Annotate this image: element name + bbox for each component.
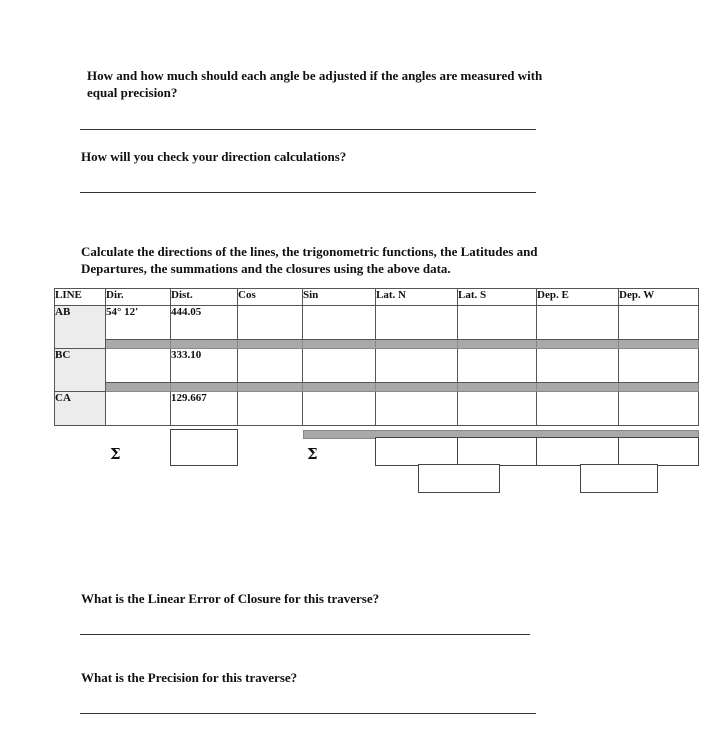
dep-w-cell-ca[interactable]	[619, 392, 699, 426]
separator-cell	[376, 383, 458, 392]
line-name-ca: CA	[55, 392, 106, 426]
header-cos: Cos	[238, 289, 303, 306]
dist-cell-ab: 444.05	[171, 306, 238, 340]
header-lat-s: Lat. S	[458, 289, 537, 306]
header-dir: Dir.	[106, 289, 171, 306]
dir-cell-ab[interactable]: 54° 12'	[106, 306, 171, 340]
separator-cell	[458, 340, 537, 349]
lat-n-cell-ab[interactable]	[376, 306, 458, 340]
question-check-directions: How will you check your direction calculations?	[81, 149, 347, 164]
question-precision: What is the Precision for this traverse?	[81, 670, 298, 685]
dir-cell-ca[interactable]	[106, 392, 171, 426]
separator-cell	[376, 340, 458, 349]
header-line: LINE	[55, 289, 106, 306]
separator-cell	[458, 383, 537, 392]
cos-cell-ca[interactable]	[238, 392, 303, 426]
separator-cell	[238, 383, 303, 392]
answer-line-check-directions[interactable]	[80, 192, 536, 193]
separator-row-bc	[55, 383, 699, 392]
dep-w-cell-ab[interactable]	[619, 306, 699, 340]
sum-lat-n-box[interactable]	[375, 437, 459, 466]
separator-cell	[619, 340, 699, 349]
lat-n-cell-ca[interactable]	[376, 392, 458, 426]
sum-dep-e-box[interactable]	[536, 437, 620, 466]
question-angle-adjustment: How and how much should each angle be adjusted if the angles are measured with equal precision?	[87, 68, 543, 100]
sum-lat-s-box[interactable]	[457, 437, 538, 466]
sigma-symbol-distance: Σ	[110, 445, 121, 463]
separator-cell	[106, 383, 171, 392]
sum-dep-w-box[interactable]	[618, 437, 699, 466]
dep-e-cell-bc[interactable]	[537, 349, 619, 383]
separator-cell	[537, 383, 619, 392]
separator-cell	[238, 340, 303, 349]
separator-cell	[106, 340, 171, 349]
lat-n-cell-bc[interactable]	[376, 349, 458, 383]
dep-w-cell-bc[interactable]	[619, 349, 699, 383]
header-dist: Dist.	[171, 289, 238, 306]
header-sin: Sin	[303, 289, 376, 306]
traverse-table	[54, 288, 699, 426]
question-linear-error: What is the Linear Error of Closure for this traverse?	[81, 591, 380, 606]
cos-cell-bc[interactable]	[238, 349, 303, 383]
separator-cell	[171, 383, 238, 392]
header-lat-n: Lat. N	[376, 289, 458, 306]
line-name-bc: BC	[55, 349, 106, 392]
separator-cell	[537, 340, 619, 349]
table-row-ab	[55, 306, 699, 340]
dep-e-cell-ab[interactable]	[537, 306, 619, 340]
dist-cell-bc: 333.10	[171, 349, 238, 383]
lat-s-cell-ca[interactable]	[458, 392, 537, 426]
table-row-ca	[55, 392, 699, 426]
dep-e-cell-ca[interactable]	[537, 392, 619, 426]
calculation-instructions: Calculate the directions of the lines, the trigonometric functions, the Latitudes and Departures, the summations and the closures using the above data.	[81, 244, 538, 276]
lat-s-cell-ab[interactable]	[458, 306, 537, 340]
departure-closure-box[interactable]	[580, 464, 658, 493]
separator-row-ab	[55, 340, 699, 349]
latitude-closure-box[interactable]	[418, 464, 500, 493]
separator-cell	[303, 340, 376, 349]
answer-line-angle-adjustment[interactable]	[80, 129, 536, 130]
sin-cell-ab[interactable]	[303, 306, 376, 340]
separator-cell	[303, 383, 376, 392]
separator-cell	[619, 383, 699, 392]
sigma-symbol-latdep: Σ	[307, 445, 318, 463]
sum-distance-box[interactable]	[170, 429, 238, 466]
line-name-ab: AB	[55, 306, 106, 349]
header-row	[55, 289, 699, 306]
sin-cell-bc[interactable]	[303, 349, 376, 383]
sin-cell-ca[interactable]	[303, 392, 376, 426]
header-dep-w: Dep. W	[619, 289, 699, 306]
table-row-bc	[55, 349, 699, 383]
header-dep-e: Dep. E	[537, 289, 619, 306]
dir-cell-bc[interactable]	[106, 349, 171, 383]
answer-line-precision[interactable]	[80, 713, 536, 714]
answer-line-linear-error[interactable]	[80, 634, 530, 635]
lat-s-cell-bc[interactable]	[458, 349, 537, 383]
dist-cell-ca: 129.667	[171, 392, 238, 426]
separator-cell	[171, 340, 238, 349]
cos-cell-ab[interactable]	[238, 306, 303, 340]
